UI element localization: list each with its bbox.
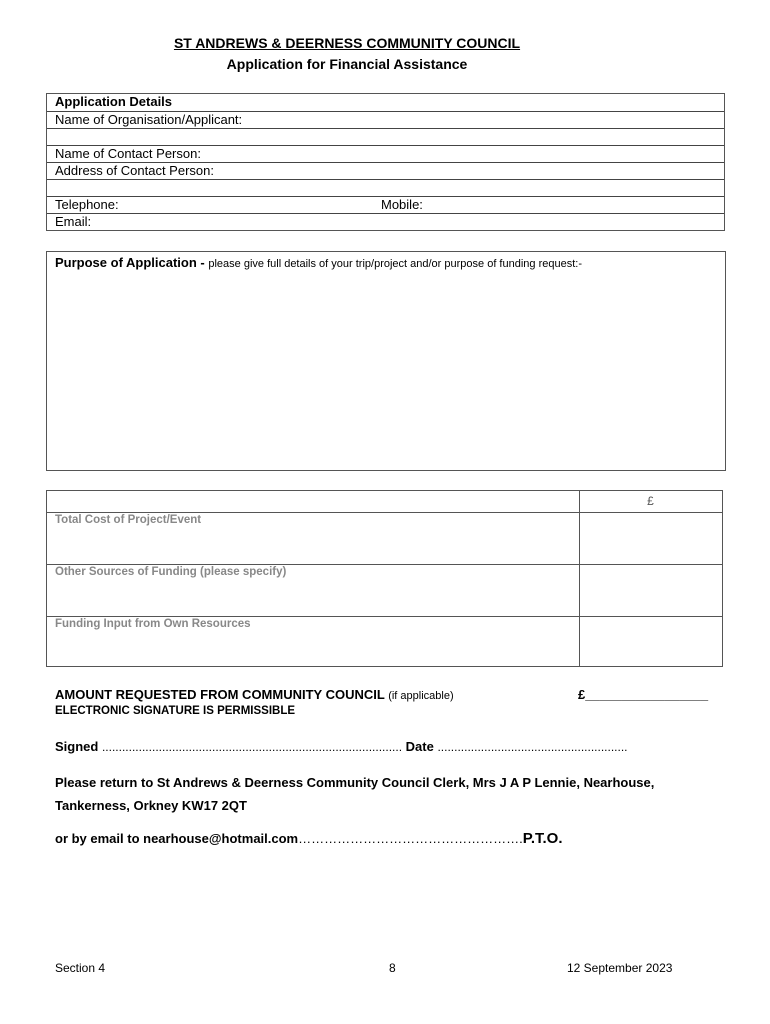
purpose-title-text: Purpose of Application - <box>55 255 205 270</box>
telephone-label: Telephone: <box>55 197 119 212</box>
footer-page-number: 8 <box>389 961 396 975</box>
amount-requested-label <box>55 687 454 702</box>
footer-section: Section 4 <box>55 961 106 975</box>
contact-person-field[interactable]: Name of Contact Person: <box>47 146 724 163</box>
total-cost-label: Total Cost of Project/Event <box>55 514 202 526</box>
cost-table <box>46 490 723 667</box>
title-text: ST ANDREWS & DEERNESS COMMUNITY COUNCIL <box>173 35 521 51</box>
purpose-title <box>55 255 582 270</box>
application-details-box <box>46 93 725 231</box>
mobile-label: Mobile: <box>381 197 423 212</box>
return-address-line2: Tankerness, Orkney KW17 2QT <box>55 798 247 813</box>
pto-label: P.T.O. <box>522 830 563 847</box>
document-subtitle: Application for Financial Assistance <box>226 56 468 72</box>
document-title <box>0 35 694 51</box>
footer-date: 12 September 2023 <box>567 961 673 975</box>
purpose-instructions: please give full details of your trip/project and/or purpose of funding request:- <box>208 258 582 270</box>
amount-note: (if applicable) <box>388 690 454 702</box>
amount-field[interactable]: £_________________ <box>578 687 709 702</box>
row-divider <box>47 512 722 513</box>
amount-label-text: AMOUNT REQUESTED FROM COMMUNITY COUNCIL <box>55 687 385 702</box>
electronic-signature-note: ELECTRONIC SIGNATURE IS PERMISSIBLE <box>55 705 296 717</box>
cost-column-divider <box>579 491 580 666</box>
currency-header: £ <box>647 494 654 508</box>
purpose-box[interactable] <box>46 251 726 471</box>
row-divider <box>47 564 722 565</box>
email-dots: ……………………………………………. <box>298 831 523 846</box>
contact-address-field[interactable]: Address of Contact Person: <box>47 163 724 180</box>
return-address-line1: Please return to St Andrews & Deerness Community Council Clerk, Mrs J A P Lennie, Nearhouse, <box>55 775 655 790</box>
row-divider <box>47 616 722 617</box>
signature-row <box>55 739 628 754</box>
organisation-field-line2[interactable] <box>47 129 724 146</box>
contact-address-line2[interactable] <box>47 180 724 197</box>
date-label: Date <box>405 739 434 754</box>
other-funding-label: Other Sources of Funding (please specify) <box>55 566 287 578</box>
signed-label: Signed <box>55 739 99 754</box>
organisation-field[interactable]: Name of Organisation/Applicant: <box>47 112 724 129</box>
date-field[interactable]: ......................................................... <box>437 740 628 754</box>
signature-field[interactable]: .......................................................................................... <box>101 740 403 754</box>
details-heading: Application Details <box>47 94 724 112</box>
telephone-row[interactable] <box>47 197 724 214</box>
email-field[interactable]: Email: <box>55 214 92 229</box>
own-resources-label: Funding Input from Own Resources <box>55 618 251 630</box>
return-email: or by email to nearhouse@hotmail.com <box>55 831 299 846</box>
email-return-row <box>55 830 563 847</box>
